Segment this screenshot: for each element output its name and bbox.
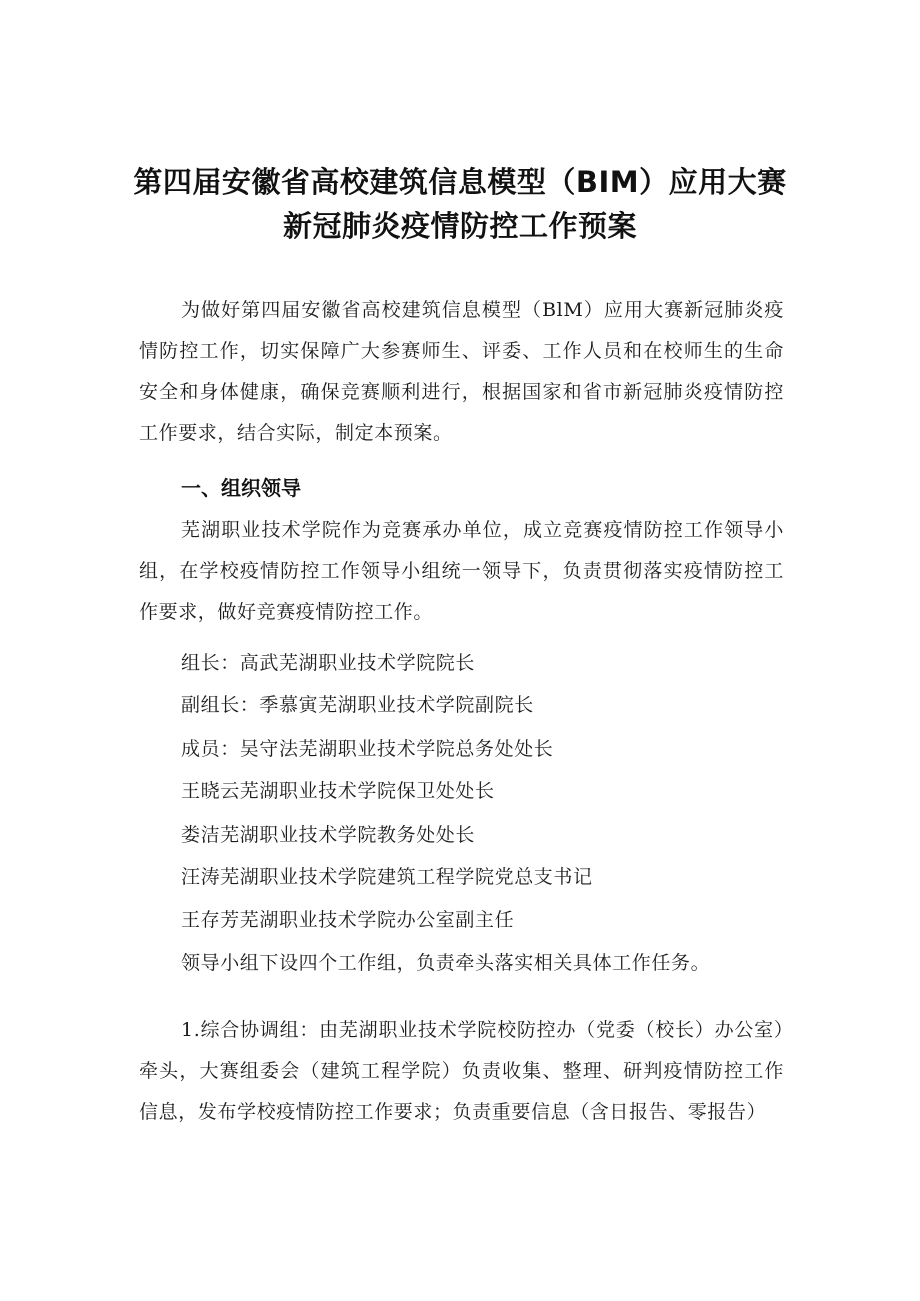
working-groups-note: 领导小组下设四个工作组，负责牵头落实相关具体工作任务。 xyxy=(181,952,711,974)
document-title-line-2: 新冠肺炎疫情防控工作预案 xyxy=(282,209,637,243)
section-heading-organization: 一、组织领导 xyxy=(181,476,301,500)
item-1-paragraph: 1.综合协调组：由芜湖职业技术学院校防控办（党委（校长）办公室）牵头，大赛组委会（建筑工程学院）负责收集、整理、研判疫情防控工作信息，发布学校疫情防控工作要求；负责重要信息（含日报告、零报告） xyxy=(139,1019,784,1123)
member-line: 王存芳芜湖职业技术学院办公室副主任 xyxy=(181,909,515,931)
member-line-members: 成员：吴守法芜湖职业技术学院总务处处长 xyxy=(181,738,554,760)
member-line-deputy-leader: 副组长：季慕寅芜湖职业技术学院副院长 xyxy=(181,694,534,716)
member-line: 娄洁芜湖职业技术学院教务处处长 xyxy=(181,824,476,846)
section-1-paragraph: 芜湖职业技术学院作为竞赛承办单位，成立竞赛疫情防控工作领导小组，在学校疫情防控工作领导小组统一领导下，负责贯彻落实疫情防控工作要求，做好竞赛疫情防控工作。 xyxy=(139,519,784,623)
member-line: 汪涛芜湖职业技术学院建筑工程学院党总支书记 xyxy=(181,866,593,888)
intro-paragraph: 为做好第四届安徽省高校建筑信息模型（BlM）应用大赛新冠肺炎疫情防控工作，切实保障广大参赛师生、评委、工作人员和在校师生的生命安全和身体健康，确保竞赛顺利进行，根据国家和省市新冠肺炎疫情防控工作要求，结合实际，制定本预案。 xyxy=(139,299,784,444)
member-line: 王晓云芜湖职业技术学院保卫处处长 xyxy=(181,780,495,802)
document-title-line-1: 第四届安徽省高校建筑信息模型（BIM）应用大赛 xyxy=(133,165,787,199)
member-line-leader: 组长：高武芜湖职业技术学院院长 xyxy=(181,652,476,674)
